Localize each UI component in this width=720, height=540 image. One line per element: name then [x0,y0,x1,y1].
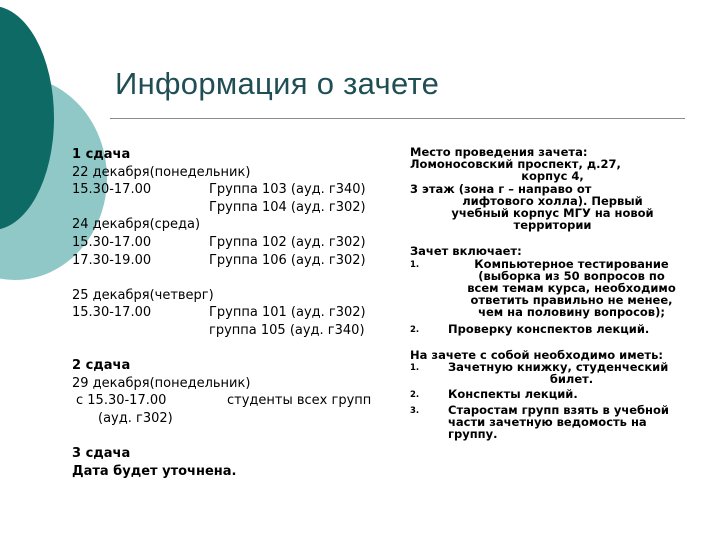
session-1-heading: 1 сдача [72,147,131,162]
list-line: ответить правильно не менее, [470,293,673,308]
session-3-heading: 3 сдача [72,446,131,462]
schedule-row [72,181,392,199]
list-item [410,388,695,400]
place-line: Ломоносовский проспект, д.27, [410,157,621,172]
spacer [72,428,392,446]
list-number: 1. [410,363,420,374]
time: 17.30-19.00 [72,252,152,268]
list-item [410,404,695,441]
list-line: Старостам групп взять в учебной [448,402,669,417]
schedule-row [72,234,392,252]
includes-label: Зачет включает: [410,244,522,259]
schedule-row [72,252,392,270]
group-room: группа 105 (ауд. г340) [209,322,365,338]
group-room: Группа 104 (ауд. г302) [209,199,366,215]
date-dec-24: 24 декабря(среда) [72,217,201,233]
group-room: Группа 103 (ауд. г340) [209,182,366,198]
title-divider [110,118,685,119]
session-2-heading: 2 сдача [72,358,131,374]
time: 15.30-17.00 [72,305,152,321]
list-line: чем на половину вопросов); [478,305,665,320]
place-line: 3 этаж (зона г – направо от [410,181,592,196]
page-title: Информация о зачете [115,66,440,101]
group-room: Группа 101 (ауд. г302) [209,305,366,321]
date-dec-25: 25 декабря(четверг) [72,287,214,303]
spacer [410,335,695,349]
list-item [410,258,695,319]
time: 15.30-17.00 [72,234,152,250]
place-line: лифтового холла). Первый [462,193,643,208]
spacer [410,231,695,245]
session-3-note: Дата будет уточнена. [72,463,237,479]
date-dec-22: 22 декабря(понедельник) [72,164,251,180]
place-label: Место проведения зачета: [410,145,588,159]
list-item [410,323,695,335]
list-line: билет. [549,372,594,387]
list-item [410,361,695,385]
place-line: территории [513,218,592,233]
schedule-row [72,304,392,322]
schedule-row [72,322,392,340]
list-line: части зачетную ведомость на [448,414,647,429]
includes-list [410,258,695,335]
group-room: Группа 102 (ауд. г302) [209,234,366,250]
schedule-row [72,392,392,410]
list-line: Проверку конспектов лекций. [448,321,650,336]
list-line: Зачетную книжку, студенческий [448,360,669,375]
list-line: (выборка из 50 вопросов по [478,268,665,283]
students: студенты всех групп [227,393,372,409]
list-number: 1. [410,259,420,270]
spacer [72,269,392,287]
list-number: 2. [410,324,420,335]
list-line: всем темам курса, необходимо [467,281,676,296]
schedule-column [72,146,392,480]
spacer [72,340,392,358]
list-line: группу. [448,427,498,442]
place-line: учебный корпус МГУ на новой [451,206,654,221]
time: с 15.30-17.00 [76,393,167,409]
date-dec-29: 29 декабря(понедельник) [72,375,251,391]
bring-label: На зачете с собой необходимо иметь: [410,347,663,362]
info-column [410,146,695,440]
bring-list [410,361,695,440]
time: 15.30-17.00 [72,182,152,198]
list-line: Конспекты лекций. [448,387,578,402]
list-number: 3. [410,405,420,416]
list-line: Компьютерное тестирование [474,256,669,271]
schedule-row [72,199,392,217]
place-line: корпус 4, [521,169,584,184]
list-number: 2. [410,390,420,401]
group-room: Группа 106 (ауд. г302) [209,252,366,268]
room: (ауд. г302) [98,410,173,426]
